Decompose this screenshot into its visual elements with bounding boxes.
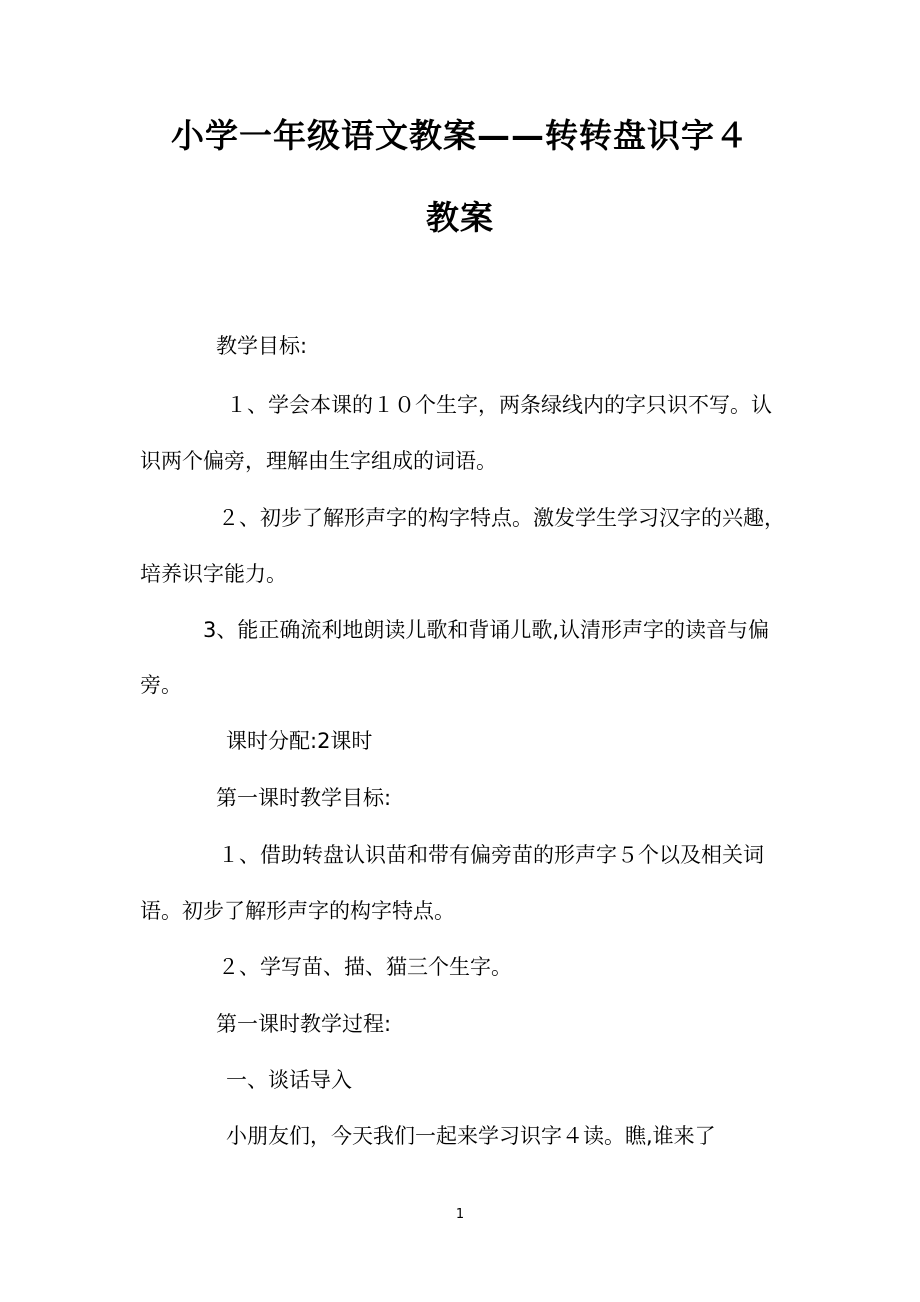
paragraph-goal-2-line-1: ２、初步了解形声字的构字特点。激发学生学习汉字的兴趣， <box>218 506 785 530</box>
paragraph-first-lesson-goal-1-line-1: １、借助转盘认识苗和带有偏旁苗的形声字５个以及相关词 <box>218 843 764 867</box>
paragraph-first-lesson-goal-2: ２、学写苗、描、猫三个生字。 <box>218 955 512 979</box>
document-title-line-1: 小学一年级语文教案——转转盘识字４ <box>171 116 749 155</box>
paragraph-goal-3-line-2: 旁。 <box>140 673 182 697</box>
paragraph-goal-3-line-1: 3、能正确流利地朗读儿歌和背诵儿歌,认清形声字的读音与偏 <box>203 618 770 642</box>
page-number: 1 <box>455 1207 465 1222</box>
paragraph-first-lesson-goals-heading: 第一课时教学目标: <box>216 786 392 810</box>
paragraph-section-intro-heading: 一、谈话导入 <box>226 1068 352 1092</box>
paragraph-first-lesson-goal-1-line-2: 语。初步了解形声字的构字特点。 <box>140 899 455 923</box>
paragraph-class-hours: 课时分配:2课时 <box>226 729 373 753</box>
paragraph-intro-text: 小朋友们，今天我们一起来学习识字４读。瞧,谁来了 <box>226 1124 716 1148</box>
document-title-line-2: 教案 <box>426 198 494 237</box>
paragraph-goal-1-line-1: １、学会本课的１０个生字，两条绿线内的字只识不写。认 <box>226 393 772 417</box>
paragraph-teaching-goals-heading: 教学目标: <box>216 334 308 358</box>
paragraph-goal-1-line-2: 识两个偏旁，理解由生字组成的词语。 <box>140 449 497 473</box>
paragraph-goal-2-line-2: 培养识字能力。 <box>140 562 287 586</box>
paragraph-first-lesson-process-heading: 第一课时教学过程: <box>216 1012 392 1036</box>
